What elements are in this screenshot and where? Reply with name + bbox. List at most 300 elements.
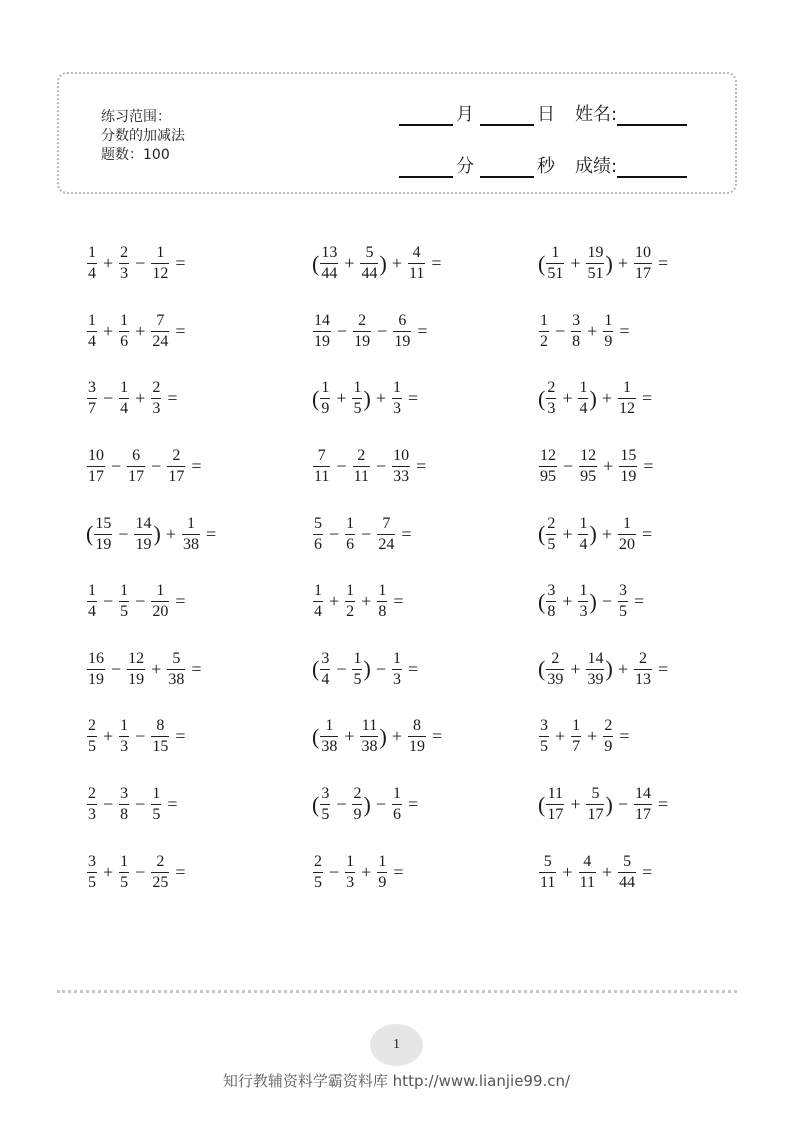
numerator: 1 <box>321 379 330 397</box>
fraction <box>87 582 97 621</box>
numerator: 12 <box>580 447 597 465</box>
operator: + <box>562 523 573 544</box>
fraction <box>571 312 581 351</box>
parenthesis: ) <box>589 385 597 411</box>
fraction-bar <box>87 466 105 467</box>
parenthesis: ( <box>538 250 546 276</box>
denominator: 11 <box>540 873 556 891</box>
fraction-bar <box>634 263 652 264</box>
fraction <box>353 447 370 486</box>
denominator: 7 <box>572 738 581 756</box>
fraction <box>167 447 185 486</box>
operator: − <box>111 456 122 477</box>
operator: − <box>601 591 612 612</box>
fraction-bar <box>87 669 105 670</box>
fraction <box>619 447 637 486</box>
denominator: 19 <box>135 535 152 553</box>
fraction-bar <box>151 263 169 264</box>
operator: + <box>151 658 162 679</box>
denominator: 6 <box>120 332 129 350</box>
fraction <box>345 515 355 554</box>
student-fields <box>399 100 709 204</box>
fraction-bar <box>151 601 169 602</box>
operator: − <box>151 456 162 477</box>
practice-scope <box>101 108 185 165</box>
equals-sign: = <box>167 794 178 815</box>
fraction-bar <box>345 872 355 873</box>
problem-row <box>86 500 766 568</box>
denominator: 11 <box>314 468 330 486</box>
numerator: 1 <box>579 379 588 397</box>
second-blank[interactable] <box>480 156 534 178</box>
numerator: 5 <box>591 785 600 803</box>
numerator: 1 <box>325 717 334 735</box>
fraction-bar <box>345 601 355 602</box>
operator: − <box>135 591 146 612</box>
fraction-bar <box>134 534 152 535</box>
equals-sign: = <box>657 253 669 274</box>
problem-item <box>86 838 312 906</box>
operator: − <box>103 591 114 612</box>
fraction <box>579 853 596 892</box>
parenthesis: ( <box>538 521 546 547</box>
denominator: 9 <box>378 873 387 891</box>
fraction-bar <box>320 669 330 670</box>
equals-sign: = <box>191 456 202 477</box>
numerator: 1 <box>120 379 129 397</box>
numerator: 1 <box>346 514 355 532</box>
fraction <box>352 785 362 824</box>
fraction-bar <box>313 331 331 332</box>
fraction-bar <box>313 466 330 467</box>
denominator: 3 <box>120 265 129 283</box>
operator: + <box>603 456 614 477</box>
denominator: 17 <box>634 265 651 283</box>
equals-sign: = <box>643 456 654 477</box>
numerator: 2 <box>172 447 181 465</box>
problem-count: 题数：100 <box>101 147 170 163</box>
fraction-bar <box>603 736 613 737</box>
numerator: 14 <box>587 649 604 667</box>
parenthesis: ( <box>312 791 320 817</box>
numerator: 1 <box>314 582 322 600</box>
numerator: 3 <box>540 717 548 735</box>
numerator: 2 <box>638 649 647 667</box>
denominator: 3 <box>346 873 355 891</box>
fraction <box>345 853 355 892</box>
denominator: 19 <box>394 332 411 350</box>
fraction <box>539 717 549 756</box>
parenthesis: ( <box>312 385 320 411</box>
fraction-bar <box>151 736 169 737</box>
denominator: 9 <box>604 738 613 756</box>
denominator: 8 <box>547 603 556 621</box>
fraction <box>546 244 564 283</box>
fraction <box>392 785 402 824</box>
numerator: 1 <box>88 311 96 329</box>
operator: + <box>587 320 598 341</box>
problem-item <box>312 500 538 568</box>
fraction-bar <box>578 398 588 399</box>
fraction-bar <box>119 398 129 399</box>
operator: − <box>563 456 574 477</box>
fraction <box>87 650 105 689</box>
numerator: 1 <box>346 582 355 600</box>
denominator: 9 <box>321 400 330 418</box>
fraction-bar <box>345 534 355 535</box>
fraction <box>408 717 426 756</box>
numerator: 1 <box>156 244 165 262</box>
equals-sign: = <box>175 726 186 747</box>
operator: − <box>135 794 146 815</box>
operator: + <box>135 388 146 409</box>
fraction <box>119 244 129 283</box>
numerator: 3 <box>321 649 330 667</box>
operator: − <box>135 726 146 747</box>
fraction-bar <box>546 804 564 805</box>
fraction <box>87 447 105 486</box>
numerator: 14 <box>314 311 330 329</box>
operator: − <box>111 658 122 679</box>
fraction <box>345 582 355 621</box>
fraction-bar <box>571 331 581 332</box>
denominator: 11 <box>353 468 369 486</box>
fraction-bar <box>546 263 564 264</box>
numerator: 1 <box>120 717 129 735</box>
page-number-badge <box>370 1024 423 1066</box>
problem-item <box>86 500 312 568</box>
denominator: 7 <box>88 400 96 418</box>
numerator: 2 <box>88 717 96 735</box>
minute-blank[interactable] <box>399 156 453 178</box>
denominator: 19 <box>88 670 104 688</box>
fraction <box>119 312 129 351</box>
fraction-bar <box>360 263 378 264</box>
numerator: 15 <box>620 447 637 465</box>
problem-row <box>86 636 766 704</box>
numerator: 3 <box>572 311 581 329</box>
denominator: 3 <box>579 603 588 621</box>
operator: + <box>617 658 628 679</box>
fraction <box>586 650 604 689</box>
operator: + <box>391 726 402 747</box>
fraction <box>578 379 588 418</box>
second-label: 秒 <box>537 156 555 177</box>
fraction <box>634 650 652 689</box>
denominator: 5 <box>120 603 129 621</box>
problem-item <box>538 365 764 433</box>
operator: + <box>103 726 114 747</box>
fraction-bar <box>539 466 557 467</box>
fraction <box>313 853 323 892</box>
fraction-bar <box>119 601 129 602</box>
problem-item <box>312 365 538 433</box>
footer-source-text: 知行教辅资料学霸资料库 http://www.lianjie99.cn/ <box>222 1072 571 1090</box>
denominator: 3 <box>152 400 161 418</box>
name-blank[interactable] <box>617 104 687 126</box>
problem-item <box>538 500 764 568</box>
denominator: 12 <box>152 265 169 283</box>
numerator: 2 <box>156 852 165 870</box>
equals-sign: = <box>407 388 419 409</box>
fraction-bar <box>579 466 597 467</box>
equals-sign: = <box>407 794 419 815</box>
denominator: 17 <box>128 468 145 486</box>
operator: + <box>329 591 340 612</box>
fraction-bar <box>377 601 387 602</box>
denominator: 38 <box>168 670 185 688</box>
numerator: 2 <box>357 447 366 465</box>
name-label: 姓名: <box>575 104 618 125</box>
equals-sign: = <box>431 726 443 747</box>
denominator: 33 <box>393 468 410 486</box>
parenthesis: ) <box>363 385 371 411</box>
operator: + <box>562 591 573 612</box>
fraction <box>320 650 330 689</box>
parenthesis: ( <box>312 656 320 682</box>
denominator: 39 <box>587 670 604 688</box>
fraction <box>578 582 588 621</box>
denominator: 6 <box>314 535 322 553</box>
score-label: 成绩: <box>575 156 618 177</box>
numerator: 7 <box>156 311 165 329</box>
denominator: 15 <box>152 738 169 756</box>
operator: − <box>336 658 347 679</box>
fraction-bar <box>571 736 581 737</box>
fraction-bar <box>119 872 129 873</box>
fraction <box>603 312 613 351</box>
denominator: 4 <box>579 400 588 418</box>
equals-sign: = <box>633 591 645 612</box>
operator: − <box>375 794 386 815</box>
fraction-bar <box>119 804 129 805</box>
parenthesis: ( <box>538 385 546 411</box>
denominator: 39 <box>547 670 564 688</box>
fraction <box>87 853 97 892</box>
fraction <box>151 312 169 351</box>
denominator: 51 <box>587 265 604 283</box>
operator: − <box>375 456 387 477</box>
fraction-bar <box>603 331 613 332</box>
numerator: 1 <box>353 649 362 667</box>
numerator: 14 <box>634 785 651 803</box>
fraction-bar <box>392 804 402 805</box>
fraction-bar <box>546 601 556 602</box>
operator: − <box>336 456 347 477</box>
fraction <box>539 853 556 892</box>
operator: + <box>391 253 402 274</box>
denominator: 4 <box>314 603 322 621</box>
equals-sign: = <box>619 320 630 341</box>
fraction-bar <box>618 601 628 602</box>
problem-row <box>86 703 766 771</box>
numerator: 1 <box>579 582 588 600</box>
denominator: 5 <box>314 873 322 891</box>
numerator: 1 <box>378 582 387 600</box>
fraction <box>360 717 378 756</box>
equals-sign: = <box>416 456 427 477</box>
numerator: 3 <box>618 582 627 600</box>
numerator: 10 <box>88 447 104 465</box>
numerator: 1 <box>540 311 548 329</box>
problem-item <box>538 703 764 771</box>
fraction <box>151 785 161 824</box>
numerator: 2 <box>353 785 362 803</box>
operator: + <box>103 320 114 341</box>
equals-sign: = <box>407 658 419 679</box>
operator: + <box>570 794 581 815</box>
fraction <box>313 515 323 554</box>
fraction-bar <box>539 872 556 873</box>
fraction-bar <box>119 736 129 737</box>
fraction <box>618 515 636 554</box>
fraction-bar <box>313 534 323 535</box>
fraction <box>313 312 331 351</box>
denominator: 17 <box>587 806 604 824</box>
numerator: 3 <box>88 379 96 397</box>
fraction-bar <box>313 601 323 602</box>
equals-sign: = <box>175 320 186 341</box>
problem-row <box>86 365 766 433</box>
denominator: 5 <box>152 806 161 824</box>
parenthesis: ( <box>312 250 320 276</box>
fraction <box>393 312 411 351</box>
fraction-bar <box>87 263 97 264</box>
denominator: 5 <box>120 873 129 891</box>
denominator: 20 <box>618 535 635 553</box>
numerator: 1 <box>622 379 631 397</box>
month-blank[interactable] <box>399 104 453 126</box>
denominator: 6 <box>346 535 355 553</box>
fraction-bar <box>151 804 161 805</box>
fraction-bar <box>634 669 652 670</box>
denominator: 95 <box>580 468 597 486</box>
numerator: 7 <box>317 447 326 465</box>
denominator: 17 <box>88 468 104 486</box>
denominator: 4 <box>88 603 96 621</box>
denominator: 44 <box>321 265 338 283</box>
parenthesis: ) <box>379 250 387 276</box>
numerator: 1 <box>392 379 401 397</box>
numerator: 2 <box>88 785 96 803</box>
fraction <box>546 582 556 621</box>
fraction <box>151 717 169 756</box>
problem-row <box>86 838 766 906</box>
equals-sign: = <box>175 591 186 612</box>
fraction-bar <box>352 804 362 805</box>
operator: + <box>617 253 628 274</box>
numerator: 5 <box>314 514 322 532</box>
fraction <box>539 447 557 486</box>
fraction <box>127 447 145 486</box>
problem-item <box>312 838 538 906</box>
fraction-bar <box>408 263 425 264</box>
fraction-bar <box>392 398 402 399</box>
fraction-bar <box>87 872 97 873</box>
fraction-bar <box>579 872 596 873</box>
denominator: 3 <box>392 670 401 688</box>
day-blank[interactable] <box>480 104 534 126</box>
fraction <box>392 447 410 486</box>
numerator: 5 <box>172 649 181 667</box>
denominator: 2 <box>540 332 548 350</box>
equals-sign: = <box>431 253 442 274</box>
fraction-bar <box>392 466 410 467</box>
fraction-bar <box>313 872 323 873</box>
parenthesis: ) <box>605 250 613 276</box>
fraction-bar <box>151 398 161 399</box>
equals-sign: = <box>401 523 412 544</box>
fraction-bar <box>87 804 97 805</box>
fraction <box>377 853 387 892</box>
parenthesis: ) <box>153 521 161 547</box>
fraction-bar <box>320 736 338 737</box>
denominator: 11 <box>408 265 425 283</box>
equals-sign: = <box>641 523 653 544</box>
operator: + <box>103 861 114 882</box>
numerator: 1 <box>572 717 581 735</box>
denominator: 5 <box>540 738 548 756</box>
fraction <box>352 650 362 689</box>
operator: + <box>344 253 355 274</box>
denominator: 8 <box>572 332 581 350</box>
problem-item <box>86 771 312 839</box>
denominator: 3 <box>547 400 556 418</box>
numerator: 1 <box>186 514 195 532</box>
parenthesis: ) <box>589 588 597 614</box>
fraction <box>320 244 338 283</box>
fraction-bar <box>151 872 169 873</box>
denominator: 4 <box>120 400 129 418</box>
numerator: 2 <box>314 852 322 870</box>
score-blank[interactable] <box>617 156 687 178</box>
numerator: 4 <box>412 244 421 262</box>
fraction-bar <box>167 669 185 670</box>
denominator: 3 <box>88 806 96 824</box>
numerator: 10 <box>634 244 651 262</box>
fraction <box>603 717 613 756</box>
fraction <box>119 717 129 756</box>
fraction-bar <box>320 263 338 264</box>
numerator: 3 <box>88 852 96 870</box>
fraction <box>353 312 371 351</box>
parenthesis: ) <box>605 791 613 817</box>
fraction-bar <box>546 398 556 399</box>
fraction-bar <box>618 872 636 873</box>
fraction-bar <box>151 331 169 332</box>
operator: + <box>375 388 386 409</box>
fraction-bar <box>87 736 97 737</box>
problem-item <box>312 771 538 839</box>
denominator: 8 <box>120 806 129 824</box>
denominator: 8 <box>378 603 387 621</box>
numerator: 11 <box>547 785 564 803</box>
denominator: 17 <box>634 806 651 824</box>
fraction <box>94 515 112 554</box>
fraction <box>313 447 330 486</box>
denominator: 19 <box>354 332 371 350</box>
parenthesis: ) <box>379 723 387 749</box>
parenthesis: ( <box>538 656 546 682</box>
fraction <box>313 582 323 621</box>
equals-sign: = <box>175 253 186 274</box>
fraction <box>571 717 581 756</box>
denominator: 19 <box>128 670 145 688</box>
denominator: 19 <box>95 535 112 553</box>
problem-item <box>86 568 312 636</box>
equals-sign: = <box>642 861 653 882</box>
numerator: 15 <box>95 514 112 532</box>
